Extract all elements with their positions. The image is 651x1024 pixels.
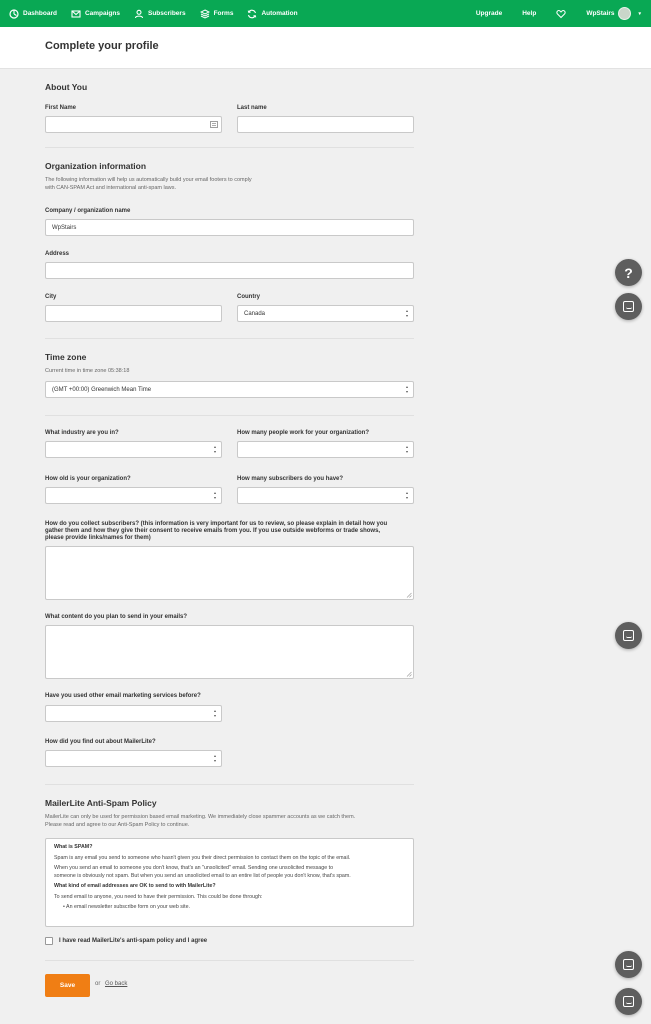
last-name-label: Last name <box>237 105 267 111</box>
go-back-link[interactable]: Go back <box>105 981 128 987</box>
content-plan-textarea[interactable] <box>45 625 414 679</box>
divider <box>45 960 414 961</box>
nav-automation[interactable] <box>247 9 297 19</box>
layers-icon <box>200 9 210 19</box>
spam-definition: Spam is any email you send to someone who hasn't given you their direct permission to contact them on the topic of the email. <box>54 854 351 861</box>
used-other-label: Have you used other email marketing services before? <box>45 693 201 699</box>
people-select[interactable] <box>237 441 414 458</box>
account-menu[interactable] <box>586 7 641 20</box>
city-input[interactable] <box>45 305 222 322</box>
policy-bullet-text: An email newsletter subscribe form on your web site. <box>66 904 190 910</box>
nav-help[interactable]: Help <box>522 10 537 17</box>
nav-upgrade[interactable]: Upgrade <box>475 10 503 17</box>
find-out-select[interactable] <box>45 750 222 767</box>
policy-bullet: • An email newsletter subscribe form on your web site. <box>63 904 190 910</box>
last-name-input[interactable] <box>237 116 414 133</box>
unsolicited-line2: someone is obviously not spam. But when you send an unsolicited email to an entire list of people you don't know, that's spam. <box>54 872 351 879</box>
collect-label-line1: How do you collect subscribers? (this information is very important for us to review, so please explain in detail how you <box>45 521 388 527</box>
divider <box>45 338 414 339</box>
nav-campaigns-label: Campaigns <box>84 10 120 17</box>
nav-dashboard-label: Dashboard <box>23 10 57 17</box>
top-navigation <box>0 0 651 27</box>
ok-addresses-heading: What kind of email addresses are OK to send to with MailerLite? <box>54 883 216 889</box>
subscribers-count-select[interactable] <box>237 487 414 504</box>
resize-grip-icon <box>406 671 412 677</box>
collect-label-line3: please provide links/names for them) <box>45 535 151 541</box>
chat-icon <box>623 630 634 641</box>
used-other-select[interactable] <box>45 705 222 722</box>
first-name-input[interactable] <box>45 116 222 133</box>
policy-description-line2: Please read and agree to our Anti-Spam Policy to continue. <box>45 822 190 828</box>
nav-dashboard[interactable] <box>9 9 57 19</box>
help-widget-button[interactable] <box>615 259 642 286</box>
org-age-label: How old is your organization? <box>45 476 131 482</box>
unsolicited-text <box>54 865 405 880</box>
nav-subscribers[interactable] <box>134 9 186 19</box>
country-label: Country <box>237 294 260 300</box>
page-header <box>0 27 651 69</box>
refresh-icon <box>247 9 257 19</box>
what-is-spam-heading: What is SPAM? <box>54 844 93 850</box>
nav-forms-label: Forms <box>213 10 234 17</box>
divider <box>45 147 414 148</box>
chat-widget-button-3[interactable] <box>615 951 642 978</box>
organization-description-line1: The following information will help us automatically build your email footers to comply <box>45 177 252 183</box>
nav-forms[interactable] <box>200 9 234 19</box>
account-name: WpStairs <box>586 10 615 17</box>
page-title: Complete your profile <box>45 40 159 52</box>
industry-select[interactable] <box>45 441 222 458</box>
company-input[interactable]: WpStairs <box>45 219 414 236</box>
timezone-select[interactable]: (GMT +00:00) Greenwich Mean Time ▴ ▾ <box>45 381 414 398</box>
policy-description-line1: MailerLite can only be used for permission based email marketing. We immediately close spammer accounts as we catch them. <box>45 814 356 820</box>
city-label: City <box>45 294 57 300</box>
address-input[interactable] <box>45 262 414 279</box>
subscribers-count-label: How many subscribers do you have? <box>237 476 344 482</box>
chat-widget-button-4[interactable] <box>615 988 642 1015</box>
heart-icon <box>556 9 566 19</box>
agree-checkbox[interactable] <box>45 937 53 945</box>
policy-scroll-box[interactable] <box>45 838 414 927</box>
policy-heading: MailerLite Anti-Spam Policy <box>45 798 157 808</box>
dashboard-icon <box>9 9 19 19</box>
chat-icon <box>623 996 634 1007</box>
or-text: or <box>95 981 101 987</box>
divider <box>45 415 414 416</box>
people-label: How many people work for your organization? <box>237 430 370 436</box>
company-label: Company / organization name <box>45 208 131 214</box>
user-icon <box>134 9 144 19</box>
chat-widget-button[interactable] <box>615 293 642 320</box>
agree-label: I have read MailerLite's anti-spam policy and I agree <box>59 938 208 944</box>
mail-icon <box>71 9 81 19</box>
timezone-current-time: Current time in time zone 05:38:18 <box>45 368 130 374</box>
first-name-label: First Name <box>45 105 77 111</box>
timezone-heading: Time zone <box>45 352 87 362</box>
chat-icon <box>623 959 634 970</box>
nav-campaigns[interactable] <box>71 9 120 19</box>
organization-heading: Organization information <box>45 161 147 171</box>
question-icon: ? <box>624 264 633 281</box>
contact-card-icon <box>210 121 218 128</box>
about-heading: About You <box>45 82 88 92</box>
nav-subscribers-label: Subscribers <box>148 10 186 17</box>
country-select[interactable]: Canada ▴ ▾ <box>237 305 414 322</box>
chat-icon <box>623 301 634 312</box>
chevron-down-icon: ▾ <box>638 10 641 17</box>
permission-text: To send email to anyone, you need to have their permission. This could be done through: <box>54 893 263 900</box>
save-button[interactable]: Save <box>45 974 90 997</box>
industry-label: What industry are you in? <box>45 430 119 436</box>
avatar <box>618 7 631 20</box>
collect-textarea[interactable] <box>45 546 414 600</box>
org-age-select[interactable] <box>45 487 222 504</box>
collect-label-line2: gather them and how they give their consent to receive emails from you. If you use outside webforms or trade shows, <box>45 528 381 534</box>
content-plan-label: What content do you plan to send in your emails? <box>45 614 188 620</box>
divider <box>45 784 414 785</box>
organization-description-line2: with CAN-SPAM Act and international anti-spam laws. <box>45 185 177 191</box>
chat-widget-button-2[interactable] <box>615 622 642 649</box>
unsolicited-line1: When you send an email to someone you don't know, that's an "unsolicited" email. Sending one unsolicited message to <box>54 865 334 871</box>
nav-favorites[interactable] <box>556 9 566 19</box>
nav-automation-label: Automation <box>261 10 298 17</box>
address-label: Address <box>45 251 70 257</box>
resize-grip-icon <box>406 592 412 598</box>
find-out-label: How did you find out about MailerLite? <box>45 739 156 745</box>
